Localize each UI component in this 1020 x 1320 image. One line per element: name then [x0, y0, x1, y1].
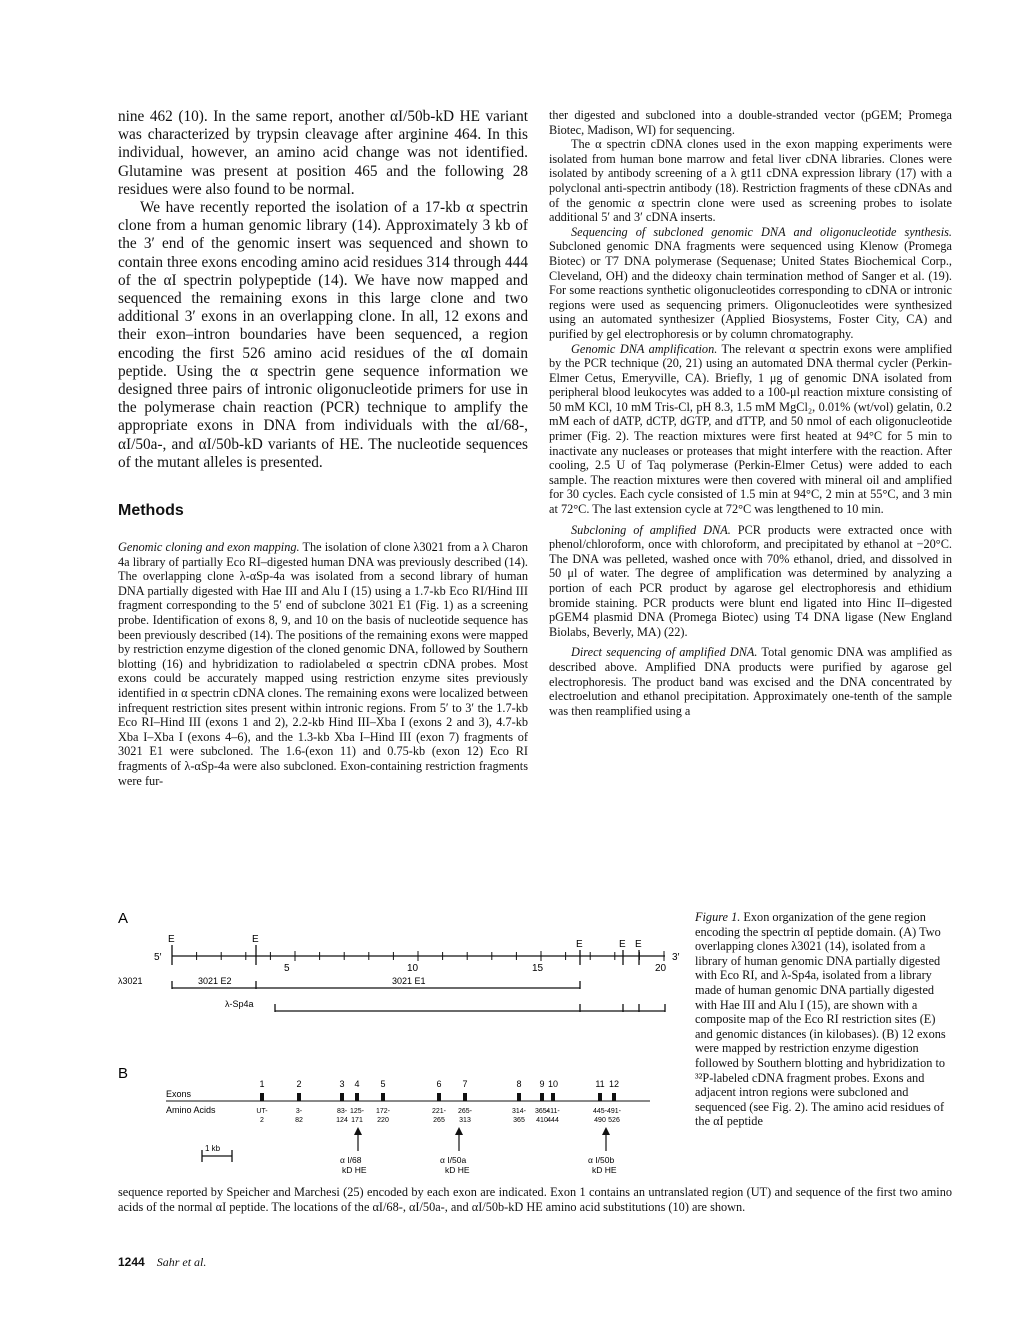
variant-arrows: [340, 1127, 617, 1175]
exon-bar-4: [355, 1093, 359, 1101]
exon-bar-5: [381, 1093, 385, 1101]
variant-50b-line2: kD HE: [592, 1165, 617, 1175]
variant-68kd-line1: α I/68: [340, 1155, 362, 1165]
figure-caption-continued: sequence reported by Speicher and Marchesi (25) encoded by each exon are indicated. Exon 1 contains an untranslated region (UT) and sequence of the first two amino acids of the normal αI peptide. The locations of the αI/68-, αI/50a-, and αI/50b-kD HE amino acid substitutions (10) are shown.: [118, 1185, 952, 1214]
intro-paragraph-2: We have recently reported the isolation of a 17-kb α spectrin clone from a human genomic library (14). Approximately 3 kb of the 3′ end of the genomic insert was sequenced and shown to contain three exons encoding amino acid residues 314 through 444 of the αI spectrin polypeptide (14). We have now mapped and sequenced the remaining exons in this large clone and two additional 3′ exons in an overlapping clone. In all, 12 exons and their exon–intron boundaries have been sequenced, a region encoding the first 526 amino acid residues of the αI domain peptide. Using the α spectrin gene sequence information we designed three pairs of intronic oligonucleotide primers for use in the polymerase chain reaction (PCR) technique to amplify the appropriate exons in DNA from individuals with the αI/68-, αI/50a-, and αI/50b-kD variants of HE. The nucleotide sequences of the mutant alleles is presented.: [118, 199, 528, 471]
right-paragraph-2: The α spectrin cDNA clones used in the exon mapping experiments were isolated from human bone marrow and fetal liver cDNA libraries. Clones were isolated by antibody screening of a λ gt11 cDNA expression library (17) with a polyclonal anti-spectrin antibody (18). Restriction fragments of these cDNAs and of the genomic α spectrin clone were used as screening probes to isolate additional 5′ and 3′ cDNA inserts.: [549, 137, 952, 225]
exon-number: 11: [595, 1079, 605, 1089]
variant-50b-line1: α I/50b: [588, 1155, 615, 1165]
arrow-68kd-head: [354, 1127, 362, 1135]
amino-range-start: 491-: [606, 1108, 622, 1115]
scale-20: 20: [655, 963, 667, 974]
amino-range-start: 3-: [295, 1108, 303, 1115]
direct-sequencing-body: Total genomic DNA was amplified as described above. Amplified DNA products were purified by agarose gel electrophoresis. The product band was excised and the DNA concentrated by electroelution and ethanol precipitation. Approximately one-tenth of the sample was then reamplified using a: [549, 645, 952, 718]
amino-range-end: 2: [260, 1117, 264, 1124]
ecori-label-2: E: [252, 934, 259, 945]
methods-p1-heading: Genomic cloning and exon mapping.: [118, 540, 300, 555]
exon-number: 6: [436, 1079, 442, 1089]
amino-range-end: 313: [459, 1117, 471, 1124]
left-column: [118, 108, 528, 788]
exon-number: 2: [296, 1079, 302, 1089]
amino-range-start: 125-: [349, 1108, 365, 1115]
methods-heading: Methods: [118, 502, 184, 520]
exon-number: 12: [608, 1079, 620, 1089]
amplification-heading: Genomic DNA amplification.: [571, 341, 718, 356]
ecori-label-5: E: [635, 939, 642, 950]
ecori-label-1: E: [168, 934, 175, 945]
sequencing-body: Subcloned genomic DNA fragments were sequenced using Klenow (Promega Biotec) or T7 DNA polymerase (Sequenase; United States Biochemical Corp., Cleveland, OH) and the dideoxy chain termination method of Sanger et al. (19). For some reactions synthetic oligonucleotides corresponding to cDNA or intronic regions were used as sequencing primers. Oligonucleotides were synthesized using an automated synthesizer (Applied Biosystems, Foster City, CA) and purified by gel electrophoresis or by column chromatography.: [549, 239, 952, 341]
subclone-e2-label: 3021 E2: [198, 976, 232, 986]
subclone-e1-label: 3021 E1: [392, 976, 426, 986]
amino-range-end: 171: [351, 1117, 363, 1124]
page-footer: [118, 1255, 206, 1270]
amino-range-end: 82: [295, 1117, 303, 1124]
exon-bar-3: [340, 1093, 344, 1101]
exon-bar-6: [437, 1093, 441, 1101]
exon-bar-7: [463, 1093, 467, 1101]
page-number: 1244: [118, 1255, 145, 1269]
exon-number: 7: [462, 1079, 468, 1089]
amino-range-start: 172-: [375, 1108, 391, 1115]
exon-number: 4: [354, 1079, 360, 1089]
right-column: [549, 108, 952, 718]
amino-range-start: 314-: [511, 1108, 527, 1115]
panel-b-label: B: [118, 1065, 129, 1082]
scale-15: 15: [532, 963, 544, 974]
sequencing-heading: Sequencing of subcloned genomic DNA and oligonucleotide synthesis.: [571, 224, 952, 239]
exon-number: 3: [339, 1079, 345, 1089]
caption-label: Figure 1.: [695, 910, 741, 924]
ecori-label-3: E: [576, 939, 583, 950]
panel-a-label: A: [118, 910, 129, 927]
running-authors: Sahr et al.: [156, 1255, 207, 1269]
variant-68kd-line2: kD HE: [342, 1165, 367, 1175]
amino-range-start: 365-: [534, 1108, 550, 1115]
three-prime-label: 3′: [672, 952, 680, 963]
exon-bar-1: [260, 1093, 264, 1101]
exon-bar-11: [598, 1093, 602, 1101]
subcloning-body: PCR products were extracted once with phenol/chloroform, once with chloroform, and precipitated by ethanol at −20°C. The DNA was pelleted, washed once with 70% ethanol, dried, and dissolved in 50 μl of water. The degree of amplification was determined by analyzing a portion of each PCR product by agarose gel electrophoresis and ethidium bromide staining. PCR products were blunt end ligated into Hinc II–digested pGEM4 plasmid DNA (Promega Biotec) using T4 DNA ligase (New England Biolabs, Beverly, MA) (22).: [549, 522, 952, 639]
clone-sp4a-label: λ-Sp4a: [225, 999, 254, 1009]
kb-scale-label: 1 kb: [205, 1144, 221, 1153]
methods-p1-body: The isolation of clone λ3021 from a λ Charon 4a library of partially Eco RI–digested human DNA was previously described (14). The overlapping clone λ-αSp-4a was isolated from a second library of human DNA partially digested with Hae III and Alu I (15) using a 1.7-kb Eco RI/Hind III fragment corresponding to the 5′ end of subclone 3021 E1 (Fig. 1) as a screening probe. Identification of exons 8, 9, and 10 on the basis of nucleotide sequence has been previously described (14). The positions of the remaining exons were mapped by restriction enzyme digestion of the cloned genomic DNA, followed by Southern blotting (16) and hybridization to radiolabeled α spectrin cDNA probes. Most exons could be accurately mapped using restriction enzyme sites previously identified in α spectrin cDNA clones. The remaining exons were localized between infrequent restriction sites present within intronic regions. From 5′ to 3′ the 1.7-kb Eco RI–Hind III (exons 1 and 2), 2.2-kb Hind III–Xba I (exons 2 and 3), 4.7-kb Xba I–Xba I (exons 4–6), and the 1.3-kb Xba I–Hind III (exon 7) fragments of 3021 E1 were subcloned. The 1.6-(exon 11) and 0.75-kb (exon 12) Eco RI fragments of λ-αSp-4a were also subcloned. Exon-containing restriction fragments were fur-: [118, 540, 529, 788]
exon-bar-9: [540, 1093, 544, 1101]
amino-range-end: 526: [608, 1117, 620, 1124]
variant-50a-line1: α I/50a: [440, 1155, 467, 1165]
exon-bar-10: [551, 1093, 555, 1101]
amino-range-end: 444: [547, 1117, 559, 1124]
amino-acids-row-label: Amino Acids: [166, 1105, 216, 1115]
arrow-50b-head: [602, 1127, 610, 1135]
amino-range-end: 410: [536, 1117, 548, 1124]
exon-number: 9: [539, 1079, 545, 1089]
amplification-body: The relevant α spectrin exons were amplified by the PCR technique (20, 21) using an automated DNA thermal cycler (Perkin-Elmer Cetus, Emeryville, CA). Briefly, 1 μg of genomic DNA isolated from peripheral blood leukocytes was added to a 100-μl reaction mixture consisting of 50 mM KCl, 10 mM Tris-Cl, pH 8.3, 1.5 mM MgCl₂, 0.01% (wt/vol) gelatin, 0.2 mM each of dATP, dCTP, dGTP, and dTTP, and 50 nmol of each oligonucleotide primer (Fig. 2). The reaction mixtures were first heated at 94°C for 5 min to inactivate any nucleases or proteases that might interfere with the reaction. After cooling, 2.5 U of Taq polymerase (Perkin-Elmer Cetus) were added to each sample. The reaction mixtures were then covered with mineral oil and amplified for 30 cycles. Each cycle consisted of 1.5 min at 94°C, 2 min at 55°C, and 3 min at 72°C. The last extension cycle at 72°C was lengthened to 10 min.: [549, 341, 952, 517]
scale-5: 5: [284, 963, 290, 974]
amino-range-start: 411-: [546, 1108, 560, 1115]
right-paragraph-6: [549, 645, 952, 718]
direct-sequencing-heading: Direct sequencing of amplified DNA.: [571, 645, 758, 660]
methods-paragraph-1: [118, 540, 528, 788]
amino-range-start: UT-: [256, 1108, 268, 1115]
amino-range-start: 265-: [457, 1108, 473, 1115]
exon-bar-8: [517, 1093, 521, 1101]
scale-10: 10: [407, 963, 419, 974]
five-prime-label: 5′: [154, 952, 162, 963]
exon-bar-12: [612, 1093, 616, 1101]
amino-range-end: 490: [594, 1117, 606, 1124]
right-paragraph-5: [549, 523, 952, 640]
right-paragraph-3: [549, 225, 952, 342]
exon-number: 8: [516, 1079, 522, 1089]
amino-range-end: 124: [336, 1117, 348, 1124]
arrow-50a-head: [455, 1127, 463, 1135]
figure-1: [110, 905, 710, 1187]
exon-bar-2: [297, 1093, 301, 1101]
exon-map-diagram: [110, 905, 710, 1187]
exon-number: 5: [380, 1079, 386, 1089]
ecori-label-4: E: [619, 939, 626, 950]
figure-caption: [695, 910, 947, 1129]
amino-range-end: 365: [513, 1117, 525, 1124]
exon-number: 10: [547, 1079, 559, 1089]
amino-range-start: 221-: [431, 1108, 447, 1115]
variant-50a-line2: kD HE: [445, 1165, 470, 1175]
amino-range-end: 265: [433, 1117, 445, 1124]
clone-3021-label: λ3021: [118, 976, 143, 986]
intro-paragraph-1: nine 462 (10). In the same report, another αI/50b-kD HE variant was characterized by trypsin cleavage after arginine 464. In this individual, however, an amino acid change was not identified. Glutamine was present at position 465 and the following 28 residues were also found to be normal.: [118, 108, 528, 198]
ecori-sites: [168, 934, 642, 965]
subcloning-heading: Subcloning of amplified DNA.: [571, 522, 731, 537]
exon-number: 1: [259, 1079, 265, 1089]
amino-range-start: 83-: [336, 1108, 348, 1115]
right-paragraph-4: [549, 342, 952, 517]
amino-range-end: 220: [377, 1117, 389, 1124]
exons-row-label: Exons: [166, 1089, 192, 1099]
caption-text: Exon organization of the gene region encoding the spectrin αI peptide domain. (A) Two overlapping clones λ3021 (14), isolated from a library of human genomic DNA partially digested with Eco RI, and λ-Sp4a, isolated from a library made of human genomic DNA partially digested with Hae III and Alu I (15), are shown with a composite map of the Eco RI restriction sites (E) and genomic distances (in kilobases). (B) 12 exons were mapped by restriction enzyme digestion followed by Southern blotting and hybridization to ³²P-labeled cDNA fragment probes. Exons and adjacent intron regions were subcloned and sequenced (see Fig. 2). The amino acid residues of the αI peptide: [695, 910, 946, 1129]
amino-range-start: 445-: [592, 1108, 608, 1115]
right-paragraph-1: ther digested and subcloned into a double-stranded vector (pGEM; Promega Biotec, Madison, WI) for sequencing.: [549, 108, 952, 137]
